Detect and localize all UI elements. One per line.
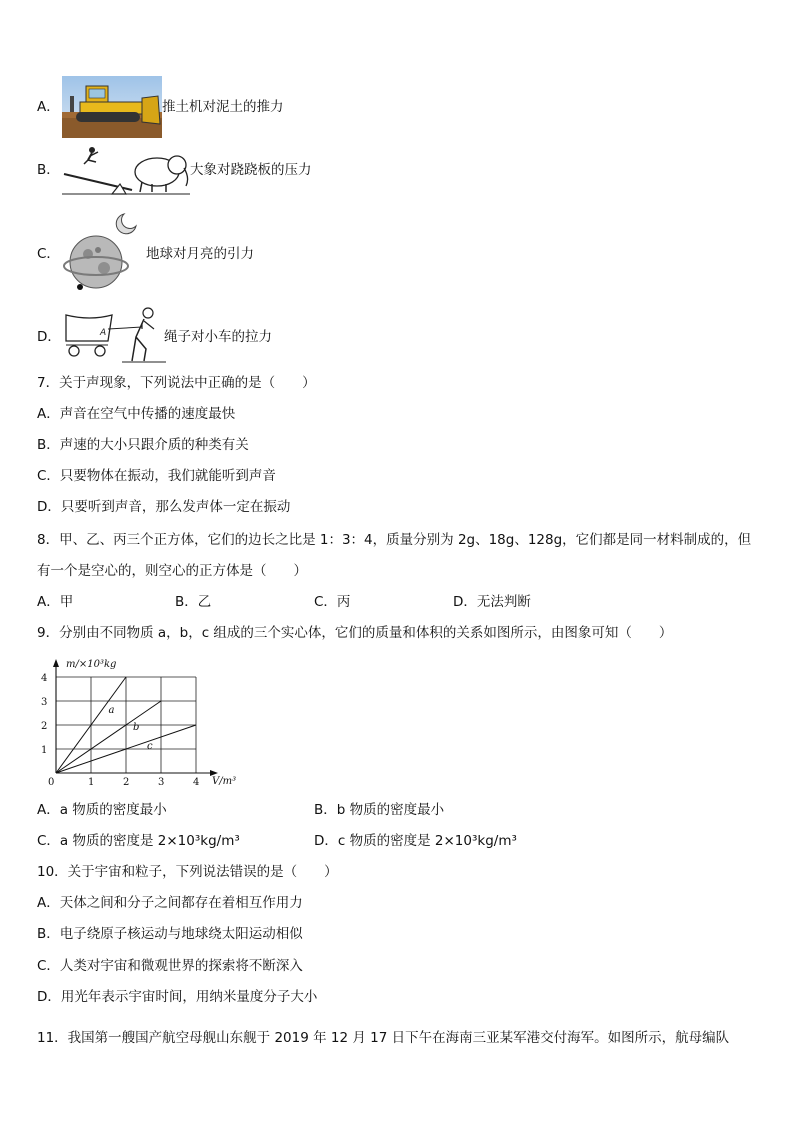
x-tick-label: 2: [123, 777, 130, 788]
y-tick-label: 4: [41, 673, 48, 684]
option-letter: D．: [37, 329, 61, 345]
q8-stem-line1: 8．甲、乙、丙三个正方体，它们的边长之比是 1：3：4，质量分别为 2g、18g、128g，它们都是同一材料制成的，但: [37, 532, 752, 548]
x-tick-label: 3: [158, 777, 165, 788]
q9-option-a: A．a 物质的密度最小: [37, 802, 167, 818]
series-label-c: c: [147, 741, 153, 752]
q6-option-b: [37, 161, 60, 179]
q10-option-a: A．天体之间和分子之间都存在着相互作用力: [37, 895, 303, 911]
option-letter: A．: [37, 99, 60, 115]
mass-volume-graph: [36, 655, 246, 790]
q7-option-b: B．声速的大小只跟介质的种类有关: [37, 437, 249, 453]
q8-option-a: A．甲: [37, 594, 74, 610]
y-axis-label: m/×10³kg: [66, 659, 117, 670]
q8-stem-line2: 有一个是空心的，则空心的正方体是（ ）: [37, 563, 307, 579]
q6-option-d-text: 绳子对小车的拉力: [164, 329, 272, 345]
y-axis-arrow: [53, 659, 59, 667]
q7-stem: 7．关于声现象，下列说法中正确的是（ ）: [37, 375, 316, 391]
y-tick-label: 3: [41, 697, 48, 708]
q10-option-d: D．用光年表示宇宙时间，用纳米量度分子大小: [37, 989, 318, 1005]
x-tick-label: 1: [88, 777, 95, 788]
q6-option-c: [37, 245, 60, 263]
earth-moon-picture: [62, 210, 148, 294]
option-letter: B．: [37, 162, 60, 178]
q6-option-a: [37, 98, 60, 116]
q6-option-c-text: 地球对月亮的引力: [146, 246, 254, 262]
x-tick-label: 4: [193, 777, 200, 788]
q9-stem: 9．分别由不同物质 a，b，c 组成的三个实心体，它们的质量和体积的关系如图所示，由图象可知（ ）: [37, 625, 673, 641]
q7-option-a: A．声音在空气中传播的速度最快: [37, 406, 236, 422]
q8-option-b: B．乙: [175, 594, 212, 610]
q7-option-c: C．只要物体在振动，我们就能听到声音: [37, 468, 276, 484]
elephant-seesaw-picture: [62, 140, 190, 196]
cart-label: A: [100, 328, 107, 338]
y-tick-label: 1: [41, 745, 48, 756]
q7-option-d: D．只要听到声音，那么发声体一定在振动: [37, 499, 291, 515]
q6-option-a-text: 推土机对泥土的推力: [162, 99, 284, 115]
q8-option-d: D．无法判断: [453, 594, 531, 610]
q10-stem: 10．关于宇宙和粒子，下列说法错误的是（ ）: [37, 864, 338, 880]
bulldozer-picture: [62, 76, 162, 138]
q9-option-c: C．a 物质的密度是 2×10³kg/m³: [37, 833, 240, 849]
q6-option-d: [37, 328, 61, 346]
q11-stem: 11．我国第一艘国产航空母舰山东舰于 2019 年 12 月 17 日下午在海南三亚某军港交付海军。如图所示，航母编队: [37, 1030, 730, 1046]
q9-option-b: B．b 物质的密度最小: [314, 802, 445, 818]
q9-option-d: D．c 物质的密度是 2×10³kg/m³: [314, 833, 517, 849]
q10-option-c: C．人类对宇宙和微观世界的探索将不断深入: [37, 958, 303, 974]
x-axis-label: V/m³: [212, 776, 237, 787]
option-letter: C．: [37, 246, 60, 262]
q8-option-c: C．丙: [314, 594, 351, 610]
origin-label: 0: [48, 777, 55, 788]
series-label-a: a: [108, 705, 115, 716]
series-label-b: b: [133, 721, 140, 733]
person-cart-picture: [62, 305, 166, 365]
q10-option-b: B．电子绕原子核运动与地球绕太阳运动相似: [37, 926, 303, 942]
q6-option-b-text: 大象对跷跷板的压力: [190, 162, 312, 178]
y-tick-label: 2: [41, 721, 48, 732]
